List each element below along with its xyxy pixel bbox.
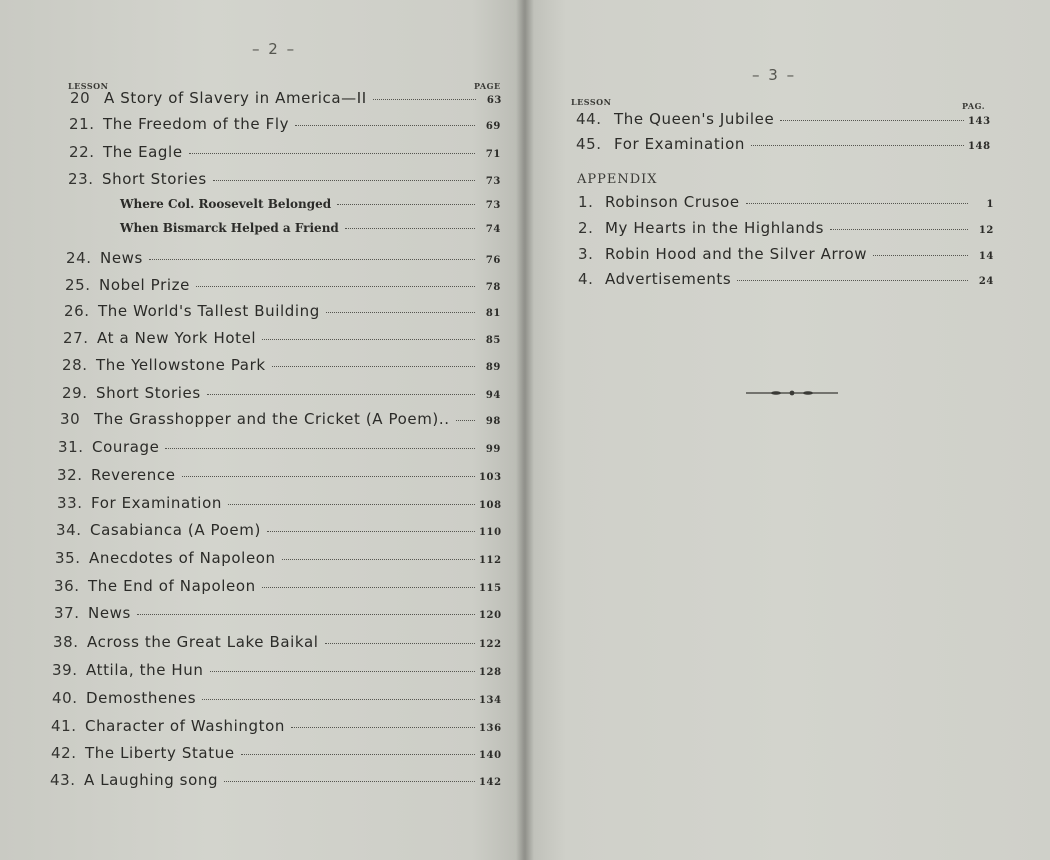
book-gutter (516, 0, 534, 860)
appendix-entry: 2. My Hearts in the Highlands 12 (578, 219, 994, 237)
toc-entry: 44. The Queen's Jubilee 143 (576, 110, 991, 128)
toc-entry: 34. Casabianca (A Poem) 110 (56, 521, 502, 539)
page-column-header-right: PAG. (962, 101, 985, 111)
toc-entry: 21. The Freedom of the Fly 69 (69, 115, 501, 133)
toc-entry: 39. Attila, the Hun 128 (52, 661, 502, 679)
lesson-column-header-right: LESSON (571, 97, 612, 107)
toc-entry: 27. At a New York Hotel 85 (63, 329, 501, 347)
page-number-right: – 3 – (752, 66, 797, 84)
lesson-column-header: LESSON (68, 81, 109, 91)
decorative-rule-ornament (746, 389, 838, 397)
toc-entry: 40. Demosthenes 134 (52, 689, 502, 707)
appendix-heading: APPENDIX (577, 172, 658, 187)
toc-entry: 42. The Liberty Statue 140 (51, 744, 502, 762)
toc-sub-entry: When Bismarck Helped a Friend 74 (120, 221, 501, 235)
appendix-entry: 4. Advertisements 24 (578, 270, 994, 288)
toc-entry: 41. Character of Washington 136 (51, 717, 502, 735)
appendix-entry: 3. Robin Hood and the Silver Arrow 14 (578, 245, 994, 263)
toc-entry: 30 The Grasshopper and the Cricket (A Poem).. 98 (60, 410, 501, 428)
page-number-left: – 2 – (252, 40, 297, 58)
right-page (524, 0, 1050, 860)
toc-entry: 22. The Eagle 71 (69, 143, 501, 161)
toc-entry: 35. Anecdotes of Napoleon 112 (55, 549, 502, 567)
page-column-header: PAGE (474, 81, 501, 91)
toc-entry: 24. News 76 (66, 249, 501, 267)
toc-entry: 25. Nobel Prize 78 (65, 276, 501, 294)
toc-entry: 45. For Examination 148 (576, 135, 991, 153)
toc-entry: 36. The End of Napoleon 115 (54, 577, 502, 595)
toc-entry: 37. News 120 (54, 604, 502, 622)
appendix-entry: 1. Robinson Crusoe 1 (578, 193, 994, 211)
toc-entry: 33. For Examination 108 (57, 494, 502, 512)
toc-entry: 31. Courage 99 (58, 438, 501, 456)
toc-entry: 20 A Story of Slavery in America—II 63 (70, 89, 502, 107)
toc-entry: 43. A Laughing song 142 (50, 771, 502, 789)
toc-sub-entry: Where Col. Roosevelt Belonged 73 (120, 197, 501, 211)
toc-entry: 26. The World's Tallest Building 81 (64, 302, 501, 320)
toc-entry: 28. The Yellowstone Park 89 (62, 356, 501, 374)
left-page (0, 0, 524, 860)
toc-entry: 32. Reverence 103 (57, 466, 502, 484)
toc-entry: 29. Short Stories 94 (62, 384, 501, 402)
toc-entry: 23. Short Stories 73 (68, 170, 501, 188)
toc-entry: 38. Across the Great Lake Baikal 122 (53, 633, 502, 651)
